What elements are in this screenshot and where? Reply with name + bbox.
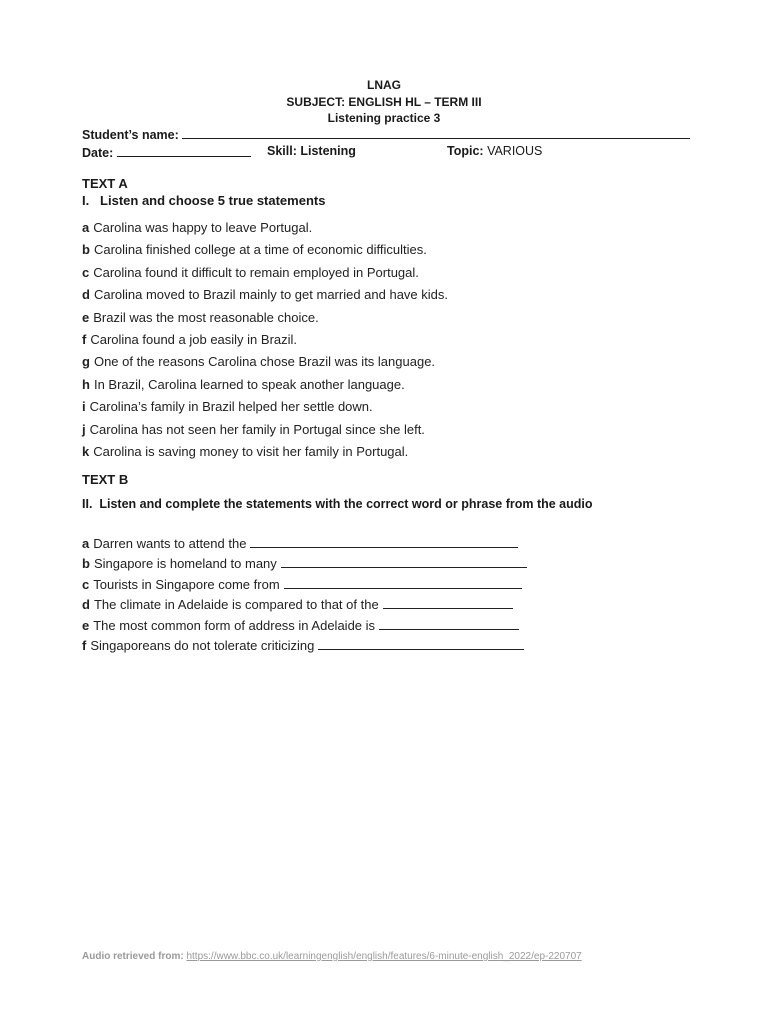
skill-label: Skill: Listening	[267, 144, 356, 158]
fill-in-letter: b	[82, 556, 90, 572]
statement-text: In Brazil, Carolina learned to speak another language.	[93, 376, 405, 392]
answer-blank[interactable]	[281, 557, 527, 568]
statement-letter: f	[82, 332, 87, 347]
statement-item[interactable]	[82, 287, 448, 302]
audio-source-link[interactable]: https://www.bbc.co.uk/learningenglish/english/features/6-minute-english_2022/ep-220707	[186, 951, 582, 962]
statement-text: One of the reasons Carolina chose Brazil was its language.	[93, 354, 436, 370]
statement-item[interactable]	[82, 332, 297, 347]
fill-in-item	[82, 597, 513, 612]
fill-in-letter: a	[82, 536, 90, 551]
answer-blank[interactable]	[379, 619, 519, 630]
topic-row	[447, 144, 542, 158]
fill-in-text: The most common form of address in Adelaide is	[93, 617, 376, 633]
fill-in-text: The climate in Adelaide is compared to that of the	[93, 597, 379, 613]
statement-text: Carolina moved to Brazil mainly to get married and have kids.	[93, 287, 449, 303]
statement-text: Carolina is saving money to visit her family in Portugal.	[93, 444, 409, 459]
statement-text: Carolina was happy to leave Portugal.	[93, 220, 313, 235]
statement-letter: h	[82, 376, 90, 392]
fill-in-item	[82, 577, 522, 592]
statement-text: Brazil was the most reasonable choice.	[93, 309, 319, 325]
fill-in-letter: d	[82, 597, 90, 613]
text-b-instruction: II. Listen and complete the statements with the correct word or phrase from the audio	[82, 497, 593, 511]
fill-in-letter: c	[82, 576, 90, 592]
statement-letter: b	[82, 242, 90, 258]
statement-item[interactable]	[82, 310, 319, 325]
statement-text: Carolina finished college at a time of economic difficulties.	[93, 242, 427, 258]
statement-letter: i	[82, 399, 86, 415]
school-name: LNAG	[367, 78, 401, 92]
statement-letter: c	[82, 264, 90, 280]
audio-source-footer	[82, 951, 582, 962]
fill-in-item	[82, 618, 519, 633]
statement-item[interactable]	[82, 265, 419, 280]
fill-in-item	[82, 638, 524, 653]
statement-item[interactable]	[82, 242, 427, 257]
statement-item[interactable]	[82, 422, 425, 437]
date-row	[82, 144, 251, 160]
statement-item[interactable]	[82, 399, 373, 414]
text-a-heading: TEXT A	[82, 176, 128, 191]
answer-blank[interactable]	[250, 537, 518, 548]
statement-item[interactable]	[82, 220, 312, 235]
statement-text: Carolina’s family in Brazil helped her settle down.	[89, 399, 373, 415]
fill-in-text: Tourists in Singapore come from	[93, 576, 280, 592]
statement-item[interactable]	[82, 354, 435, 369]
student-name-blank[interactable]	[182, 126, 690, 139]
answer-blank[interactable]	[318, 639, 524, 650]
student-name-label: Student’s name:	[82, 128, 179, 142]
audio-source-label: Audio retrieved from:	[82, 951, 184, 962]
fill-in-item	[82, 536, 518, 551]
topic-label: Topic:	[447, 144, 484, 158]
text-a-instruction: I. Listen and choose 5 true statements	[82, 193, 326, 208]
fill-in-letter: e	[82, 617, 90, 633]
fill-in-text: Singaporeans do not tolerate criticizing	[90, 638, 315, 653]
date-blank[interactable]	[117, 144, 251, 157]
fill-in-text: Singapore is homeland to many	[93, 556, 277, 572]
statement-letter: g	[82, 354, 90, 370]
statement-letter: d	[82, 287, 90, 303]
text-b-heading: TEXT B	[82, 472, 129, 487]
statement-letter: e	[82, 309, 90, 325]
statement-text: Carolina found a job easily in Brazil.	[90, 332, 298, 347]
topic-value: VARIOUS	[487, 144, 543, 158]
fill-in-item	[82, 556, 527, 571]
worksheet-title: Listening practice 3	[327, 111, 441, 125]
statement-letter: j	[82, 421, 86, 437]
statement-item[interactable]	[82, 377, 405, 392]
subject-line: SUBJECT: ENGLISH HL – TERM III	[286, 95, 482, 109]
statement-letter: a	[82, 220, 90, 235]
statement-text: Carolina has not seen her family in Portugal since she left.	[89, 421, 425, 437]
fill-in-text: Darren wants to attend the	[93, 536, 247, 551]
fill-in-letter: f	[82, 638, 87, 653]
statement-letter: k	[82, 444, 90, 459]
statement-item[interactable]	[82, 444, 408, 459]
student-name-row	[82, 126, 690, 142]
statement-text: Carolina found it difficult to remain employed in Portugal.	[93, 264, 419, 280]
answer-blank[interactable]	[383, 598, 513, 609]
answer-blank[interactable]	[284, 578, 522, 589]
date-label: Date:	[82, 146, 114, 160]
